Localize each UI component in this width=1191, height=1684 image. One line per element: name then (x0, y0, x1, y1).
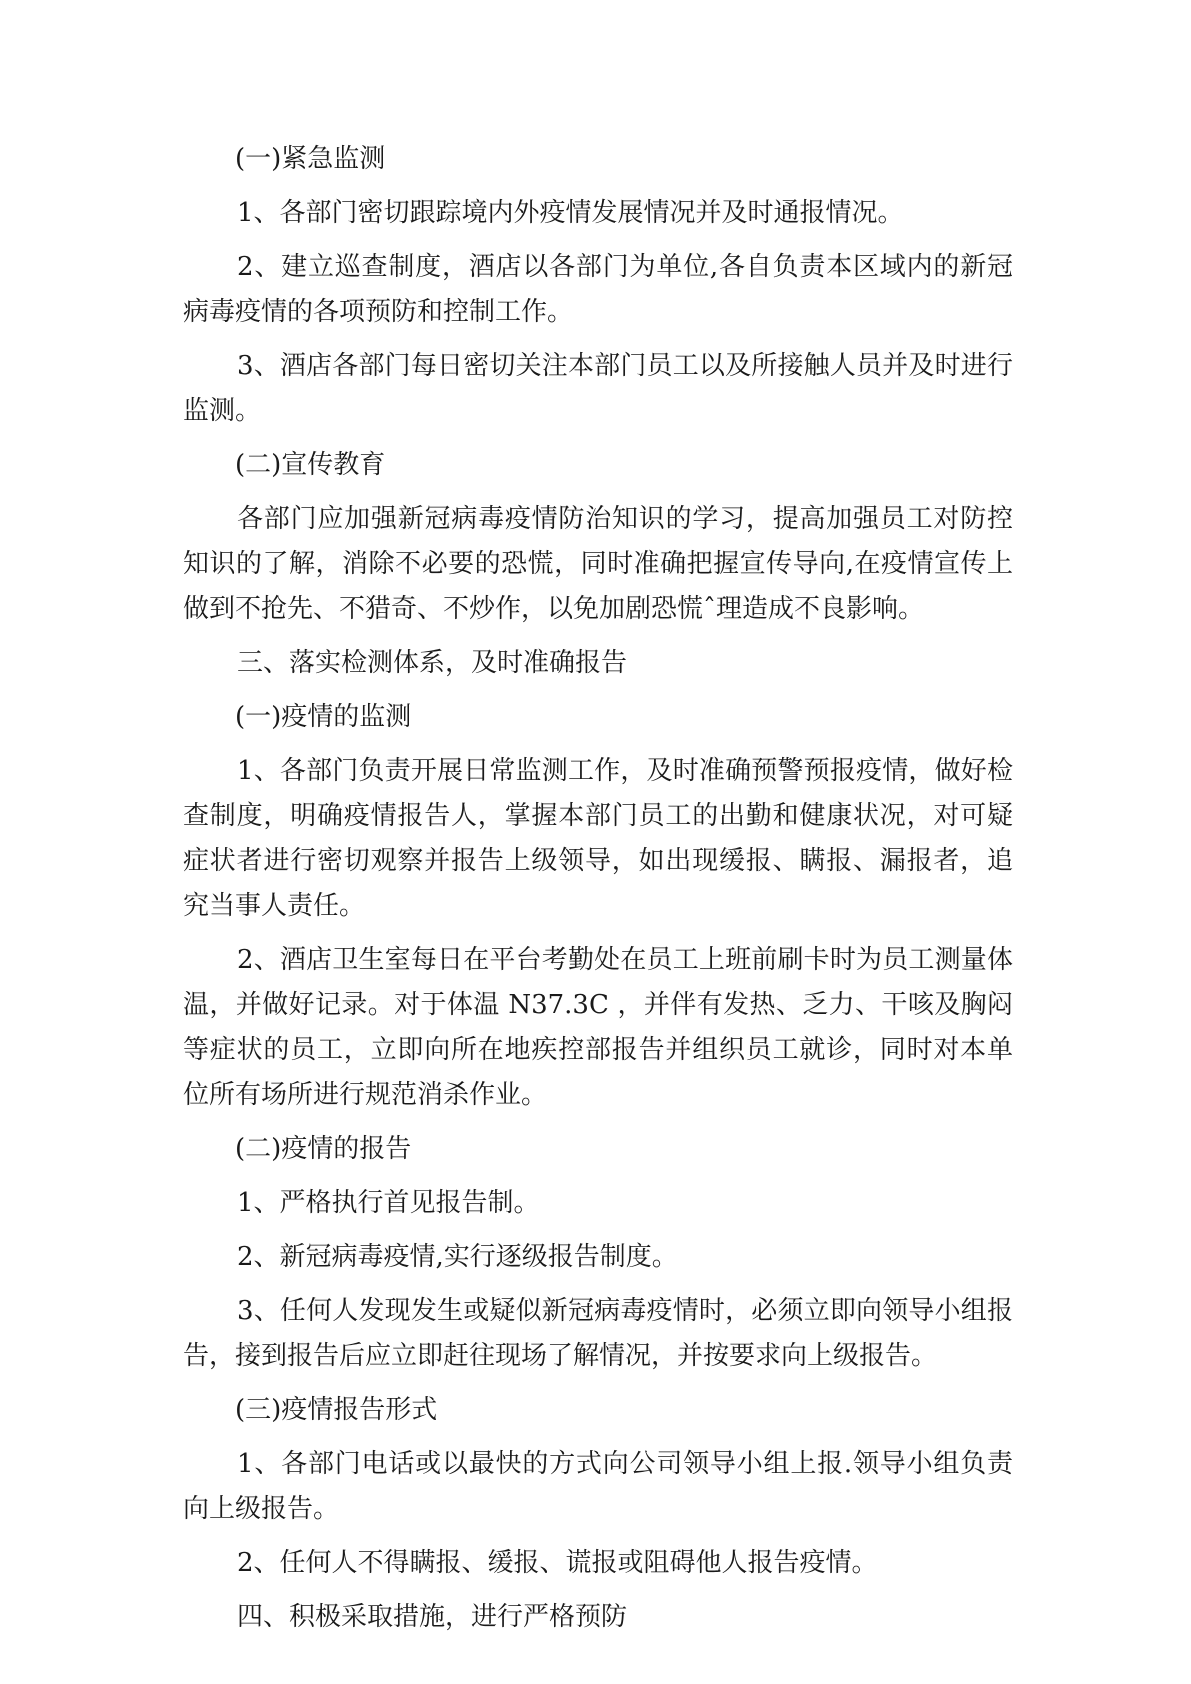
section-heading: (二)疫情的报告 (235, 1134, 412, 1164)
paragraph: 各部门应加强新冠病毒疫情防治知识的学习，提高加强员工对防控知识的了解，消除不必要的恐慌，同时准确把握宣传导向,在疫情宣传上做到不抢先、不猎奇、不炒作，以免加剧恐慌ˆ理造成不良影响。 (183, 504, 1013, 624)
paragraph: 2、建立巡查制度，酒店以各部门为单位,各自负责本区域内的新冠病毒疫情的各项预防和控制工作。 (183, 252, 1013, 327)
paragraph: 3、酒店各部门每日密切关注本部门员工以及所接触人员并及时进行监测。 (183, 351, 1013, 426)
paragraph: 1、各部门负责开展日常监测工作，及时准确预警预报疫情，做好检查制度，明确疫情报告人，掌握本部门员工的出勤和健康状况，对可疑症状者进行密切观察并报告上级领导，如出现缓报、瞒报、漏报者，追究当事人责任。 (183, 756, 1013, 921)
paragraph: 2、新冠病毒疫情,实行逐级报告制度。 (237, 1242, 678, 1272)
section-heading: (一)疫情的监测 (235, 702, 412, 732)
paragraph: 2、任何人不得瞒报、缓报、谎报或阻碍他人报告疫情。 (237, 1548, 878, 1578)
document-body (183, 137, 1013, 1649)
paragraph: 3、任何人发现发生或疑似新冠病毒疫情时，必须立即向领导小组报告，接到报告后应立即赶往现场了解情况，并按要求向上级报告。 (183, 1296, 1013, 1371)
paragraph: 1、各部门电话或以最快的方式向公司领导小组上报.领导小组负责向上级报告。 (183, 1449, 1013, 1524)
paragraph: 1、严格执行首见报告制。 (237, 1188, 540, 1218)
section-heading: (三)疫情报告形式 (235, 1395, 438, 1425)
section-heading: (一)紧急监测 (235, 144, 386, 174)
paragraph: 1、各部门密切跟踪境内外疫情发展情况并及时通报情况。 (237, 198, 904, 228)
chapter-heading: 三、落实检测体系，及时准确报告 (237, 648, 628, 678)
section-heading: (二)宣传教育 (235, 450, 386, 480)
chapter-heading: 四、积极采取措施，进行严格预防 (237, 1602, 628, 1632)
paragraph: 2、酒店卫生室每日在平台考勤处在员工上班前刷卡时为员工测量体温，并做好记录。对于体温 N37.3C ，并伴有发热、乏力、干咳及胸闷等症状的员工，立即向所在地疾控部报告并组织员工就诊，同时对本单位所有场所进行规范消杀作业。 (183, 945, 1013, 1110)
